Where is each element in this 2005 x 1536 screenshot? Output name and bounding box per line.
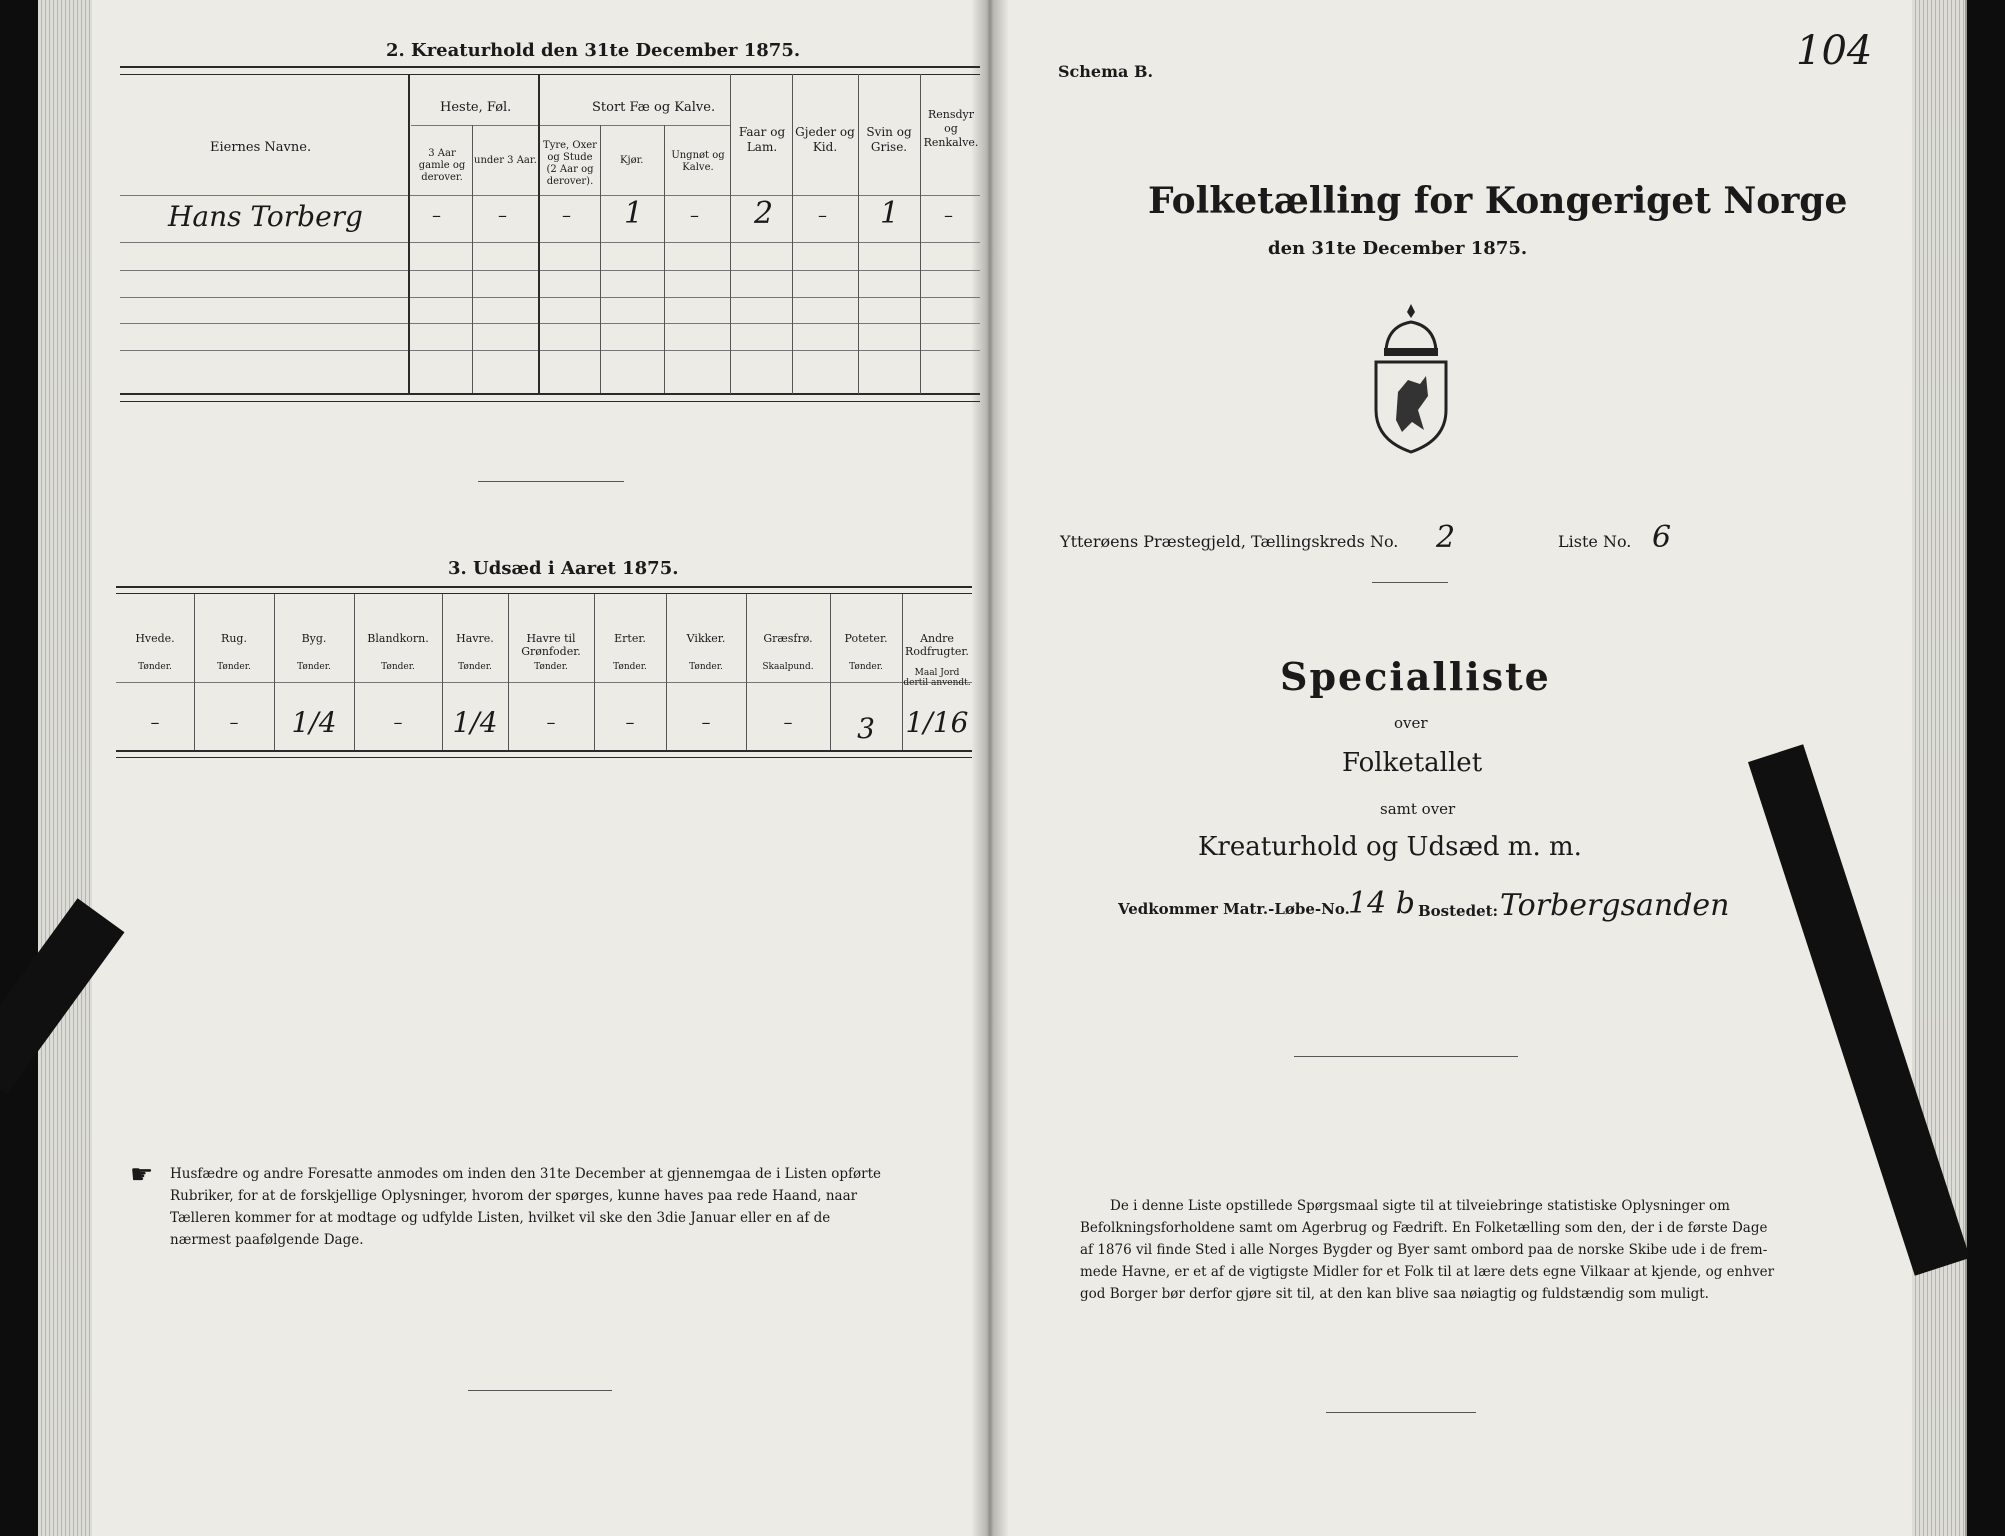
footer-line: De i denne Liste opstillede Spørgsmaal sigte til at tilveiebringe statistiske Oplysninger om: [1110, 1198, 1730, 1214]
seed-unit: Maal Jord dertil anvendt.: [903, 668, 971, 688]
table-col-line: [730, 74, 731, 394]
pointing-hand-icon: ☛: [130, 1160, 154, 1190]
value-horses-old: –: [432, 205, 441, 226]
header-horses-young: under 3 Aar.: [474, 155, 537, 166]
table-rule: [411, 125, 541, 126]
table-rule: [120, 323, 980, 324]
seed-value: –: [229, 712, 239, 733]
footer-line: af 1876 vil finde Sted i alle Norges Bygder og Byer samt ombord paa de norske Skibe ude i de frem-: [1080, 1242, 1768, 1258]
matr-value: 14 b: [1348, 886, 1415, 921]
table-col-line: [472, 125, 473, 393]
seed-unit: Tønder.: [217, 662, 251, 672]
seed-header: Rug.: [221, 632, 247, 645]
table-rule: [120, 350, 980, 351]
list-number: 6: [1652, 520, 1672, 555]
table-border: [120, 401, 980, 402]
seed-header: Andre Rodfrugter.: [905, 632, 969, 658]
main-title: Folketælling for Kongeriget Norge: [1148, 180, 1848, 222]
separator: [468, 1390, 612, 1391]
seed-header: Blandkorn.: [367, 632, 429, 645]
value-cows: 1: [624, 196, 644, 231]
seed-value: –: [546, 712, 556, 733]
separator: [1326, 1412, 1476, 1413]
table-col-line: [858, 74, 859, 394]
schema-label: Schema B.: [1058, 62, 1154, 81]
seed-unit: Skaalpund.: [762, 662, 814, 672]
footer-line: god Borger bør derfor gjøre sit til, at den kan blive saa nøiagtig og fuldstændig som muligt.: [1080, 1286, 1709, 1302]
list-label: Liste No.: [1558, 532, 1632, 551]
seed-header: Havre til Grønfoder.: [521, 632, 581, 658]
value-reindeer: –: [944, 205, 953, 226]
table-border: [120, 66, 980, 68]
header-young-cattle: Ungnøt og Kalve.: [671, 150, 725, 173]
table-col-line: [664, 125, 665, 393]
matr-label: Vedkommer Matr.-Løbe-No.: [1118, 900, 1350, 918]
over-text: over: [1394, 714, 1428, 732]
seed-value: –: [150, 712, 160, 733]
seed-header: Hvede.: [135, 632, 175, 645]
table-border: [116, 593, 972, 594]
header-sheep: Faar og Lam.: [738, 125, 786, 154]
notice-line: Rubriker, for at de forskjellige Oplysninger, hvorom der spørges, kunne haves paa rede Haand, naar: [170, 1188, 858, 1204]
header-goats: Gjeder og Kid.: [795, 125, 855, 154]
header-reindeer: Rensdyr og Renkalve.: [923, 108, 979, 149]
seed-value: –: [701, 712, 711, 733]
header-horses-old: 3 Aar gamle og derover.: [418, 148, 466, 183]
seed-value: 1/16: [905, 706, 969, 739]
section-3-title: 3. Udsæd i Aaret 1875.: [448, 558, 679, 579]
seed-value: 1/4: [452, 706, 498, 739]
value-sheep: 2: [754, 196, 774, 231]
seed-value: 3: [857, 712, 875, 745]
notice-line: nærmest paafølgende Dage.: [170, 1232, 364, 1248]
seed-header: Havre.: [456, 632, 494, 645]
page-edges-right: [1912, 0, 1967, 1536]
seed-header: Poteter.: [844, 632, 888, 645]
book-gutter: [972, 0, 1008, 1536]
seed-header: Vikker.: [686, 632, 726, 645]
table-rule: [120, 297, 980, 298]
seed-unit: Tønder.: [613, 662, 647, 672]
notice-line: Husfædre og andre Foresatte anmodes om inden den 31te December at gjennemgaa de i Listen opførte: [170, 1166, 882, 1182]
table-border: [120, 74, 980, 75]
footer-line: mede Havne, er et af de vigtigste Midler for et Folk til at lære dets egne Vilkaar at kjende, og enhver: [1080, 1264, 1775, 1280]
page-edges-left: [38, 0, 92, 1536]
samt-over-text: samt over: [1380, 800, 1456, 818]
seed-unit: Tønder.: [849, 662, 883, 672]
table-col-line: [920, 74, 921, 394]
table-border: [116, 757, 972, 758]
table-rule: [120, 195, 980, 196]
page-number: 104: [1796, 28, 1873, 74]
header-bulls: Tyre, Oxer og Stude (2 Aar og derover).: [543, 140, 597, 187]
seed-value: –: [783, 712, 793, 733]
section-2-title: 2. Kreaturhold den 31te December 1875.: [386, 40, 801, 61]
header-owner: Eiernes Navne.: [210, 140, 312, 155]
seed-value: –: [625, 712, 635, 733]
bosted-label: Bostedet:: [1418, 902, 1499, 920]
separator: [478, 481, 624, 482]
coat-of-arms-icon: [1368, 300, 1454, 454]
table-col-line: [792, 74, 793, 394]
district-number: 2: [1436, 520, 1456, 555]
table-border: [116, 586, 972, 588]
table-col-line: [408, 74, 410, 394]
table-rule: [541, 125, 731, 126]
separator: [1294, 1056, 1518, 1057]
table-rule: [120, 270, 980, 271]
seed-header: Byg.: [301, 632, 327, 645]
value-goats: –: [818, 205, 827, 226]
value-horses-young: –: [498, 205, 507, 226]
table-rule: [120, 242, 980, 243]
separator: [1372, 582, 1448, 583]
seed-unit: Tønder.: [534, 662, 568, 672]
seed-unit: Tønder.: [138, 662, 172, 672]
notice-line: Tælleren kommer for at modtage og udfylde Listen, hvilket vil ske den 3die Januar eller en af de: [170, 1210, 831, 1226]
bosted-value: Torbergsanden: [1500, 888, 1730, 923]
table-col-line: [538, 74, 540, 394]
table-border: [120, 393, 980, 395]
seed-unit: Tønder.: [381, 662, 415, 672]
header-horses: Heste, Føl.: [440, 100, 512, 115]
kreaturhold-heading: Kreaturhold og Udsæd m. m.: [1198, 832, 1582, 862]
header-cattle: Stort Fæ og Kalve.: [592, 100, 716, 115]
parish-label: Ytterøens Præstegjeld, Tællingskreds No.: [1060, 532, 1399, 551]
special-title: Specialliste: [1280, 654, 1551, 699]
table-rule: [116, 682, 972, 683]
seed-unit: Tønder.: [297, 662, 331, 672]
folketallet: Folketallet: [1342, 748, 1483, 778]
owner-name: Hans Torberg: [168, 200, 363, 233]
table-col-line: [600, 125, 601, 393]
value-pigs: 1: [880, 196, 900, 231]
header-cows: Kjør.: [620, 155, 644, 166]
seed-value: 1/4: [291, 706, 337, 739]
seed-header: Erter.: [614, 632, 646, 645]
seed-unit: Tønder.: [689, 662, 723, 672]
seed-value: –: [393, 712, 403, 733]
table-border: [116, 750, 972, 752]
value-bulls: –: [562, 205, 571, 226]
seed-unit: Tønder.: [458, 662, 492, 672]
footer-line: Befolkningsforholdene samt om Agerbrug og Fædrift. En Folketælling som den, der i de første Dage: [1080, 1220, 1768, 1236]
header-pigs: Svin og Grise.: [866, 125, 912, 154]
seed-header: Græsfrø.: [763, 632, 813, 645]
value-young-cattle: –: [690, 205, 699, 226]
date-line: den 31te December 1875.: [1268, 238, 1528, 259]
